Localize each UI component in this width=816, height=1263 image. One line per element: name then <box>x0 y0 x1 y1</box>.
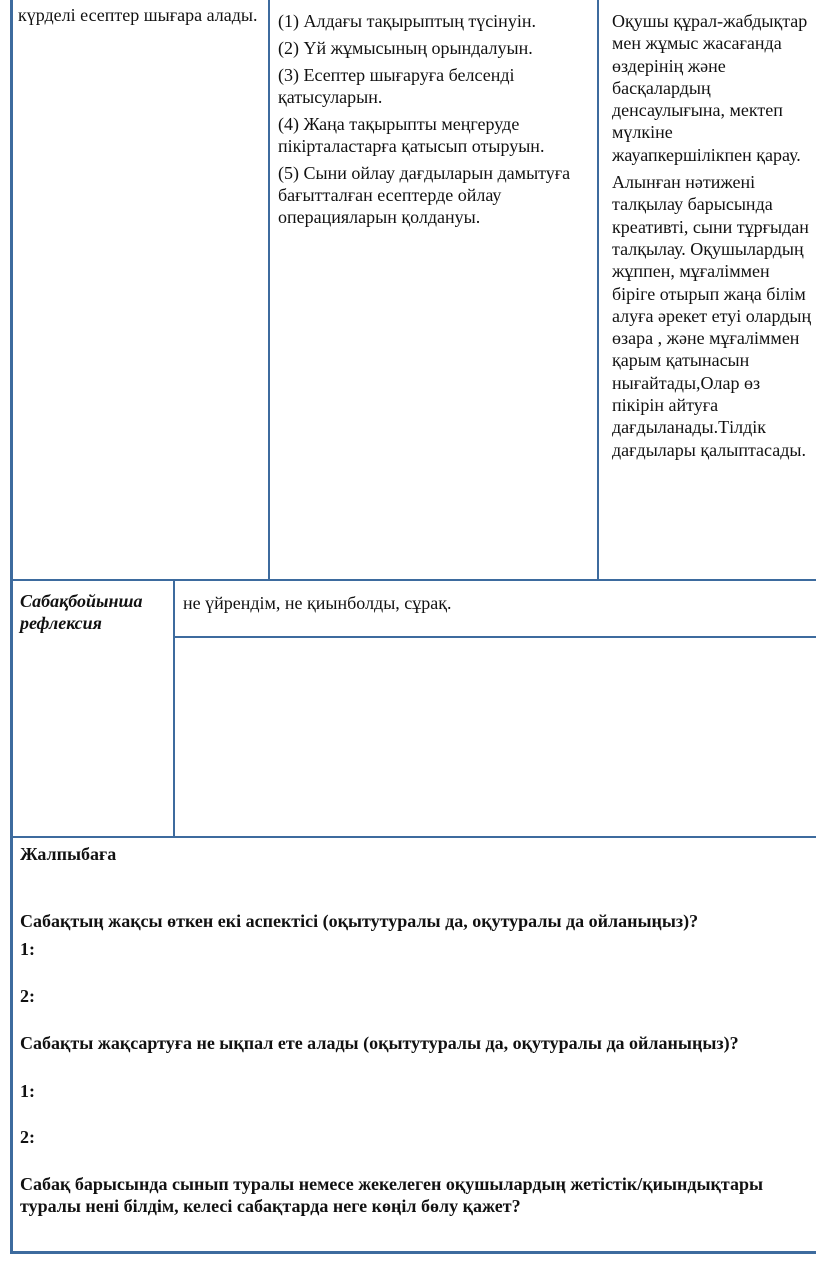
reflection-label: Сабақбойынша рефлексия <box>20 591 143 633</box>
reflection-prompt: не үйрендім, не қиынболды, сұрақ. <box>183 593 452 613</box>
general-assessment-title: Жалпыбаға <box>20 844 117 864</box>
criterion-item: (4) Жаңа тақырыпты меңгеруде пікірталастарға қатысып отыруын. <box>278 114 545 156</box>
criterion-item: (1) Алдағы тақырыптың түсінуін. <box>278 11 536 31</box>
answer-line-2: 2: <box>20 1127 35 1147</box>
criterion-item: (5) Сыни ойлау дағдыларын дамытуға бағытталған есептерде ойлау операцияларын қолдануы. <box>278 163 571 227</box>
answer-line-1: 1: <box>20 1081 35 1101</box>
values-paragraph-2: Алынған нәтижені талқылау барысында креативті, сыни тұрғыдан талқылау. Оқушылардың жұппен, мұғаліммен біріге отырып жаңа білім алуға әрекет етуі олардың өзара , және мұғаліммен қарым қатынасын нығайтады,Олар өз пікірін айтуға дағдыланады.Тілдік дағдылары қалыптасады. <box>612 172 812 460</box>
divider-reflection-inner <box>173 636 816 638</box>
divider-col2-col3 <box>597 0 599 580</box>
question-good-aspects: Сабақтың жақсы өткен екі аспектісі (оқытутуралы да, оқутуралы да ойланыңыз)? <box>20 911 699 931</box>
question-improvements: Сабақты жақсартуға не ықпал ете алады (оқытутуралы да, оқутуралы да ойланыңыз)? <box>20 1033 739 1053</box>
question-learned-about-class: Сабақ барысында сынып туралы немесе жекелеген оқушылардың жетістік/қиындықтары туралы нені білдім, келесі сабақтарда неге көңіл бөлу қажет? <box>20 1174 764 1216</box>
divider-reflection-row <box>10 836 816 838</box>
divider-col1-col2 <box>268 0 270 580</box>
values-notes <box>612 10 816 461</box>
divider-top-row <box>10 579 816 581</box>
criterion-item: (2) Үй жұмысының орындалуын. <box>278 38 533 58</box>
objective-text: күрделі есептер шығара алады. <box>18 5 258 25</box>
values-paragraph-1: Оқушы құрал-жабдықтар мен жұмыс жасағанда өздерінің және басқалардың денсаулығына, мектеп мүлкіне жауапкершілікпен қарау. <box>612 11 808 165</box>
criterion-item: (3) Есептер шығаруға белсенді қатысуларын. <box>278 65 515 107</box>
answer-line-1: 1: <box>20 939 35 959</box>
answer-line-2: 2: <box>20 986 35 1006</box>
success-criteria-list <box>278 10 594 233</box>
divider-reflection-label <box>173 580 175 837</box>
